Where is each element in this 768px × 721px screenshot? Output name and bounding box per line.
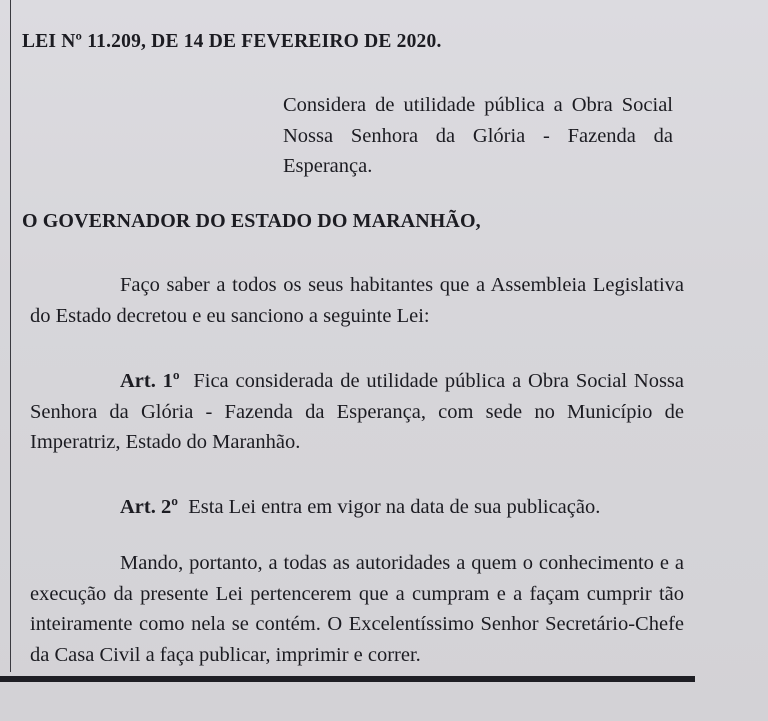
intro-text: Faço saber a todos os seus habitantes que a Assembleia Legislativa do Estado decretou e eu sanciono a seguinte Lei: (30, 274, 684, 327)
governor-heading: O GOVERNADOR DO ESTADO DO MARANHÃO, (22, 210, 481, 232)
article-2 (30, 492, 684, 523)
bottom-divider (0, 676, 695, 682)
closing-text: Mando, portanto, a todas as autoridades a quem o conhecimento e a execução da presente Lei pertencerem que a cumpram e a façam cumprir tão inteiramente como nela se contém. O Excelentíssimo Senhor Secretário-Chefe da Casa Civil a faça publicar, imprimir e correr. (30, 552, 684, 666)
article-1-text: Fica considerada de utilidade pública a Obra Social Nossa Senhora da Glória - Fazenda da Esperança, com sede no Município de Imperatriz, Estado do Maranhão. (30, 370, 684, 453)
closing-paragraph (30, 548, 684, 670)
law-title: LEI Nº 11.209, DE 14 DE FEVEREIRO DE 2020. (22, 31, 442, 52)
left-margin-rule (10, 0, 11, 672)
intro-paragraph (30, 270, 684, 331)
law-summary: Considera de utilidade pública a Obra Social Nossa Senhora da Glória - Fazenda da Esperança. (283, 94, 673, 177)
article-1-label: Art. 1º (120, 370, 180, 392)
article-2-text: Esta Lei entra em vigor na data de sua publicação. (188, 496, 601, 518)
article-1 (30, 366, 684, 458)
article-2-label: Art. 2º (120, 496, 178, 518)
